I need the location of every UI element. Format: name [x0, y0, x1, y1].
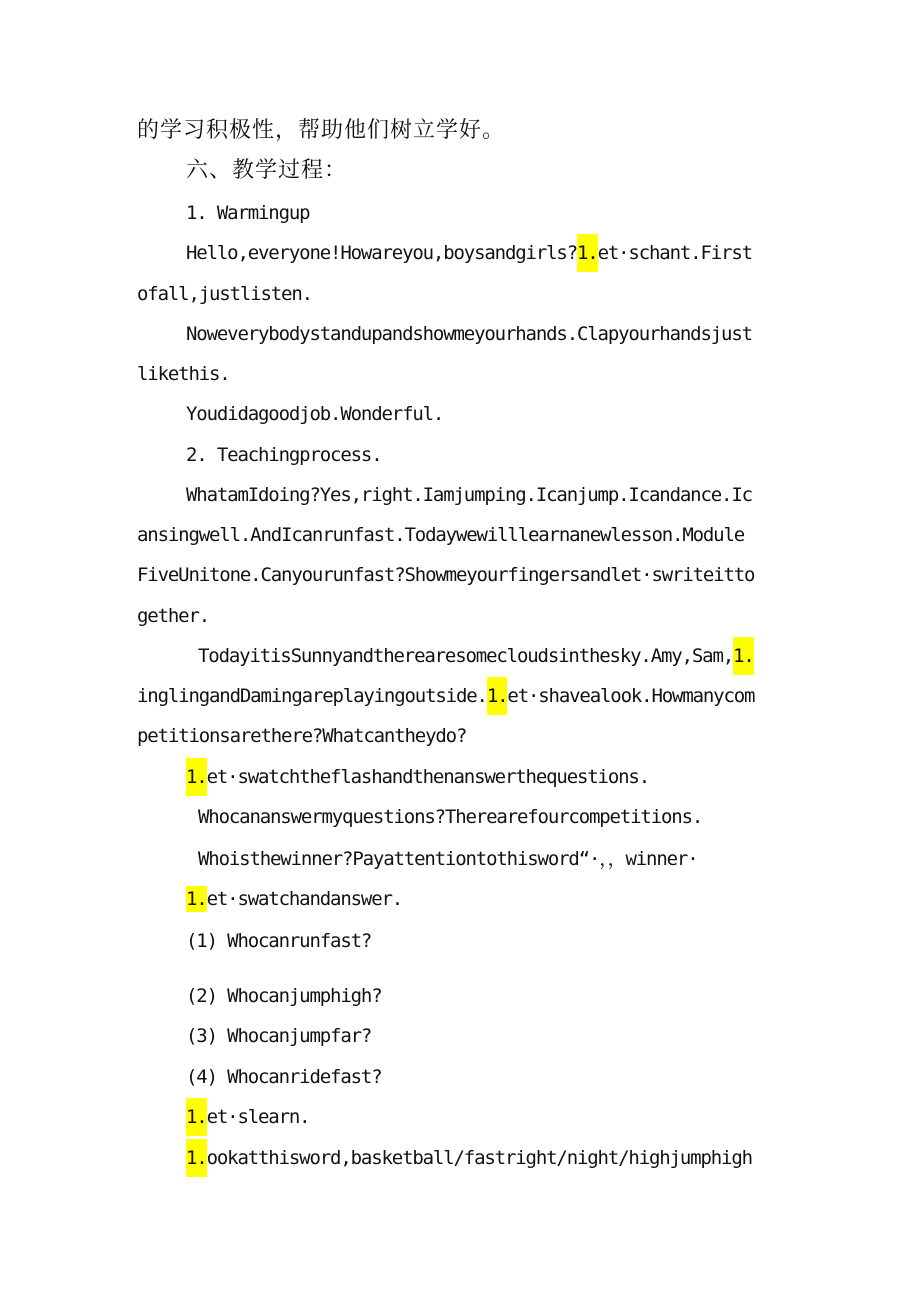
body-text-line	[198, 846, 920, 872]
highlighted-text: 1.	[487, 677, 508, 715]
text-span: TodayitisSunnyandtherearesomecloudsinthesky.Amy,Sam,	[198, 645, 734, 667]
body-text-line	[186, 886, 920, 912]
highlighted-text: 1.	[577, 234, 598, 272]
text-span: et·shavealook.Howmanycom	[507, 685, 755, 707]
text-span: FiveUnitone.Canyourunfast?Showmeyourfingersandlet·swriteitto	[137, 564, 755, 586]
question-item	[186, 983, 920, 1009]
text-span: Whocananswermyquestions?Therearefourcompetitions.	[198, 806, 703, 828]
text-span: likethis.	[137, 363, 230, 385]
text-span: (3) Whocanjumpfar?	[186, 1025, 372, 1047]
text-span: (2) Whocanjumphigh?	[186, 985, 382, 1007]
text-span: ansingwell.AndIcanrunfast.Todaywewilllearnanewlesson.Module	[137, 524, 745, 546]
body-text-line	[186, 1145, 920, 1171]
question-item	[186, 1023, 920, 1049]
text-span: ookatthisword,basketball/fastright/night/highjumphigh	[206, 1147, 752, 1169]
text-span: Hello,everyone!Howareyou,boysandgirls?	[186, 242, 577, 264]
text-span: Noweverybodystandupandshowmeyourhands.Clapyourhandsjust	[186, 323, 752, 345]
subsection-heading	[186, 200, 920, 226]
text-span: inglingandDamingareplayingoutside.	[137, 685, 487, 707]
subsection-heading	[186, 442, 920, 468]
question-item	[186, 1064, 920, 1090]
highlighted-text: 1.	[186, 1139, 207, 1177]
text-span: WhatamIdoing?Yes,right.Iamjumping.Icanjump.Icandance.Ic	[186, 484, 752, 506]
text-span: et·slearn.	[206, 1106, 310, 1128]
body-text-line	[137, 118, 920, 144]
text-span: 1. Warmingup	[186, 202, 310, 224]
text-span: et·schant.First	[597, 242, 752, 264]
body-text-line	[186, 401, 920, 427]
body-text-line	[198, 643, 920, 669]
body-text-line	[137, 723, 920, 749]
body-text-line	[186, 321, 920, 347]
highlighted-text: 1.	[186, 888, 207, 910]
text-span: (1) Whocanrunfast?	[186, 930, 372, 952]
body-text-line	[186, 240, 920, 266]
question-item	[186, 928, 920, 954]
body-text-line	[186, 1104, 920, 1130]
text-span: (4) Whocanridefast?	[186, 1066, 382, 1088]
text-span: 2. Teachingprocess.	[186, 444, 382, 466]
body-text-line	[137, 361, 920, 387]
body-text-line	[186, 482, 920, 508]
text-span: 六、教学过程：	[186, 158, 348, 183]
text-span: ofall,justlisten.	[137, 283, 312, 305]
text-span: Whoisthewinner?Payattentiontothisword“·，，winner·	[198, 848, 698, 870]
body-text-line	[137, 562, 920, 588]
highlighted-text: 1.	[733, 637, 754, 675]
body-text-line	[137, 281, 920, 307]
text-span: 的学习积极性，帮助他们树立学好。	[137, 118, 506, 143]
body-text-line	[137, 522, 920, 548]
highlighted-text: 1.	[186, 758, 207, 796]
body-text-line	[137, 603, 920, 629]
text-span: et·swatchtheflashandthenanswerthequestions.	[206, 766, 650, 788]
text-span: petitionsarethere?Whatcantheydo?	[137, 725, 467, 747]
highlighted-text: 1.	[186, 1098, 207, 1136]
text-span: Youdidagoodjob.Wonderful.	[186, 403, 444, 425]
section-heading	[186, 158, 920, 184]
body-text-line	[186, 764, 920, 790]
body-text-line	[137, 683, 920, 709]
body-text-line	[198, 804, 920, 830]
text-span: gether.	[137, 605, 210, 627]
text-span: et·swatchandanswer.	[206, 888, 403, 910]
